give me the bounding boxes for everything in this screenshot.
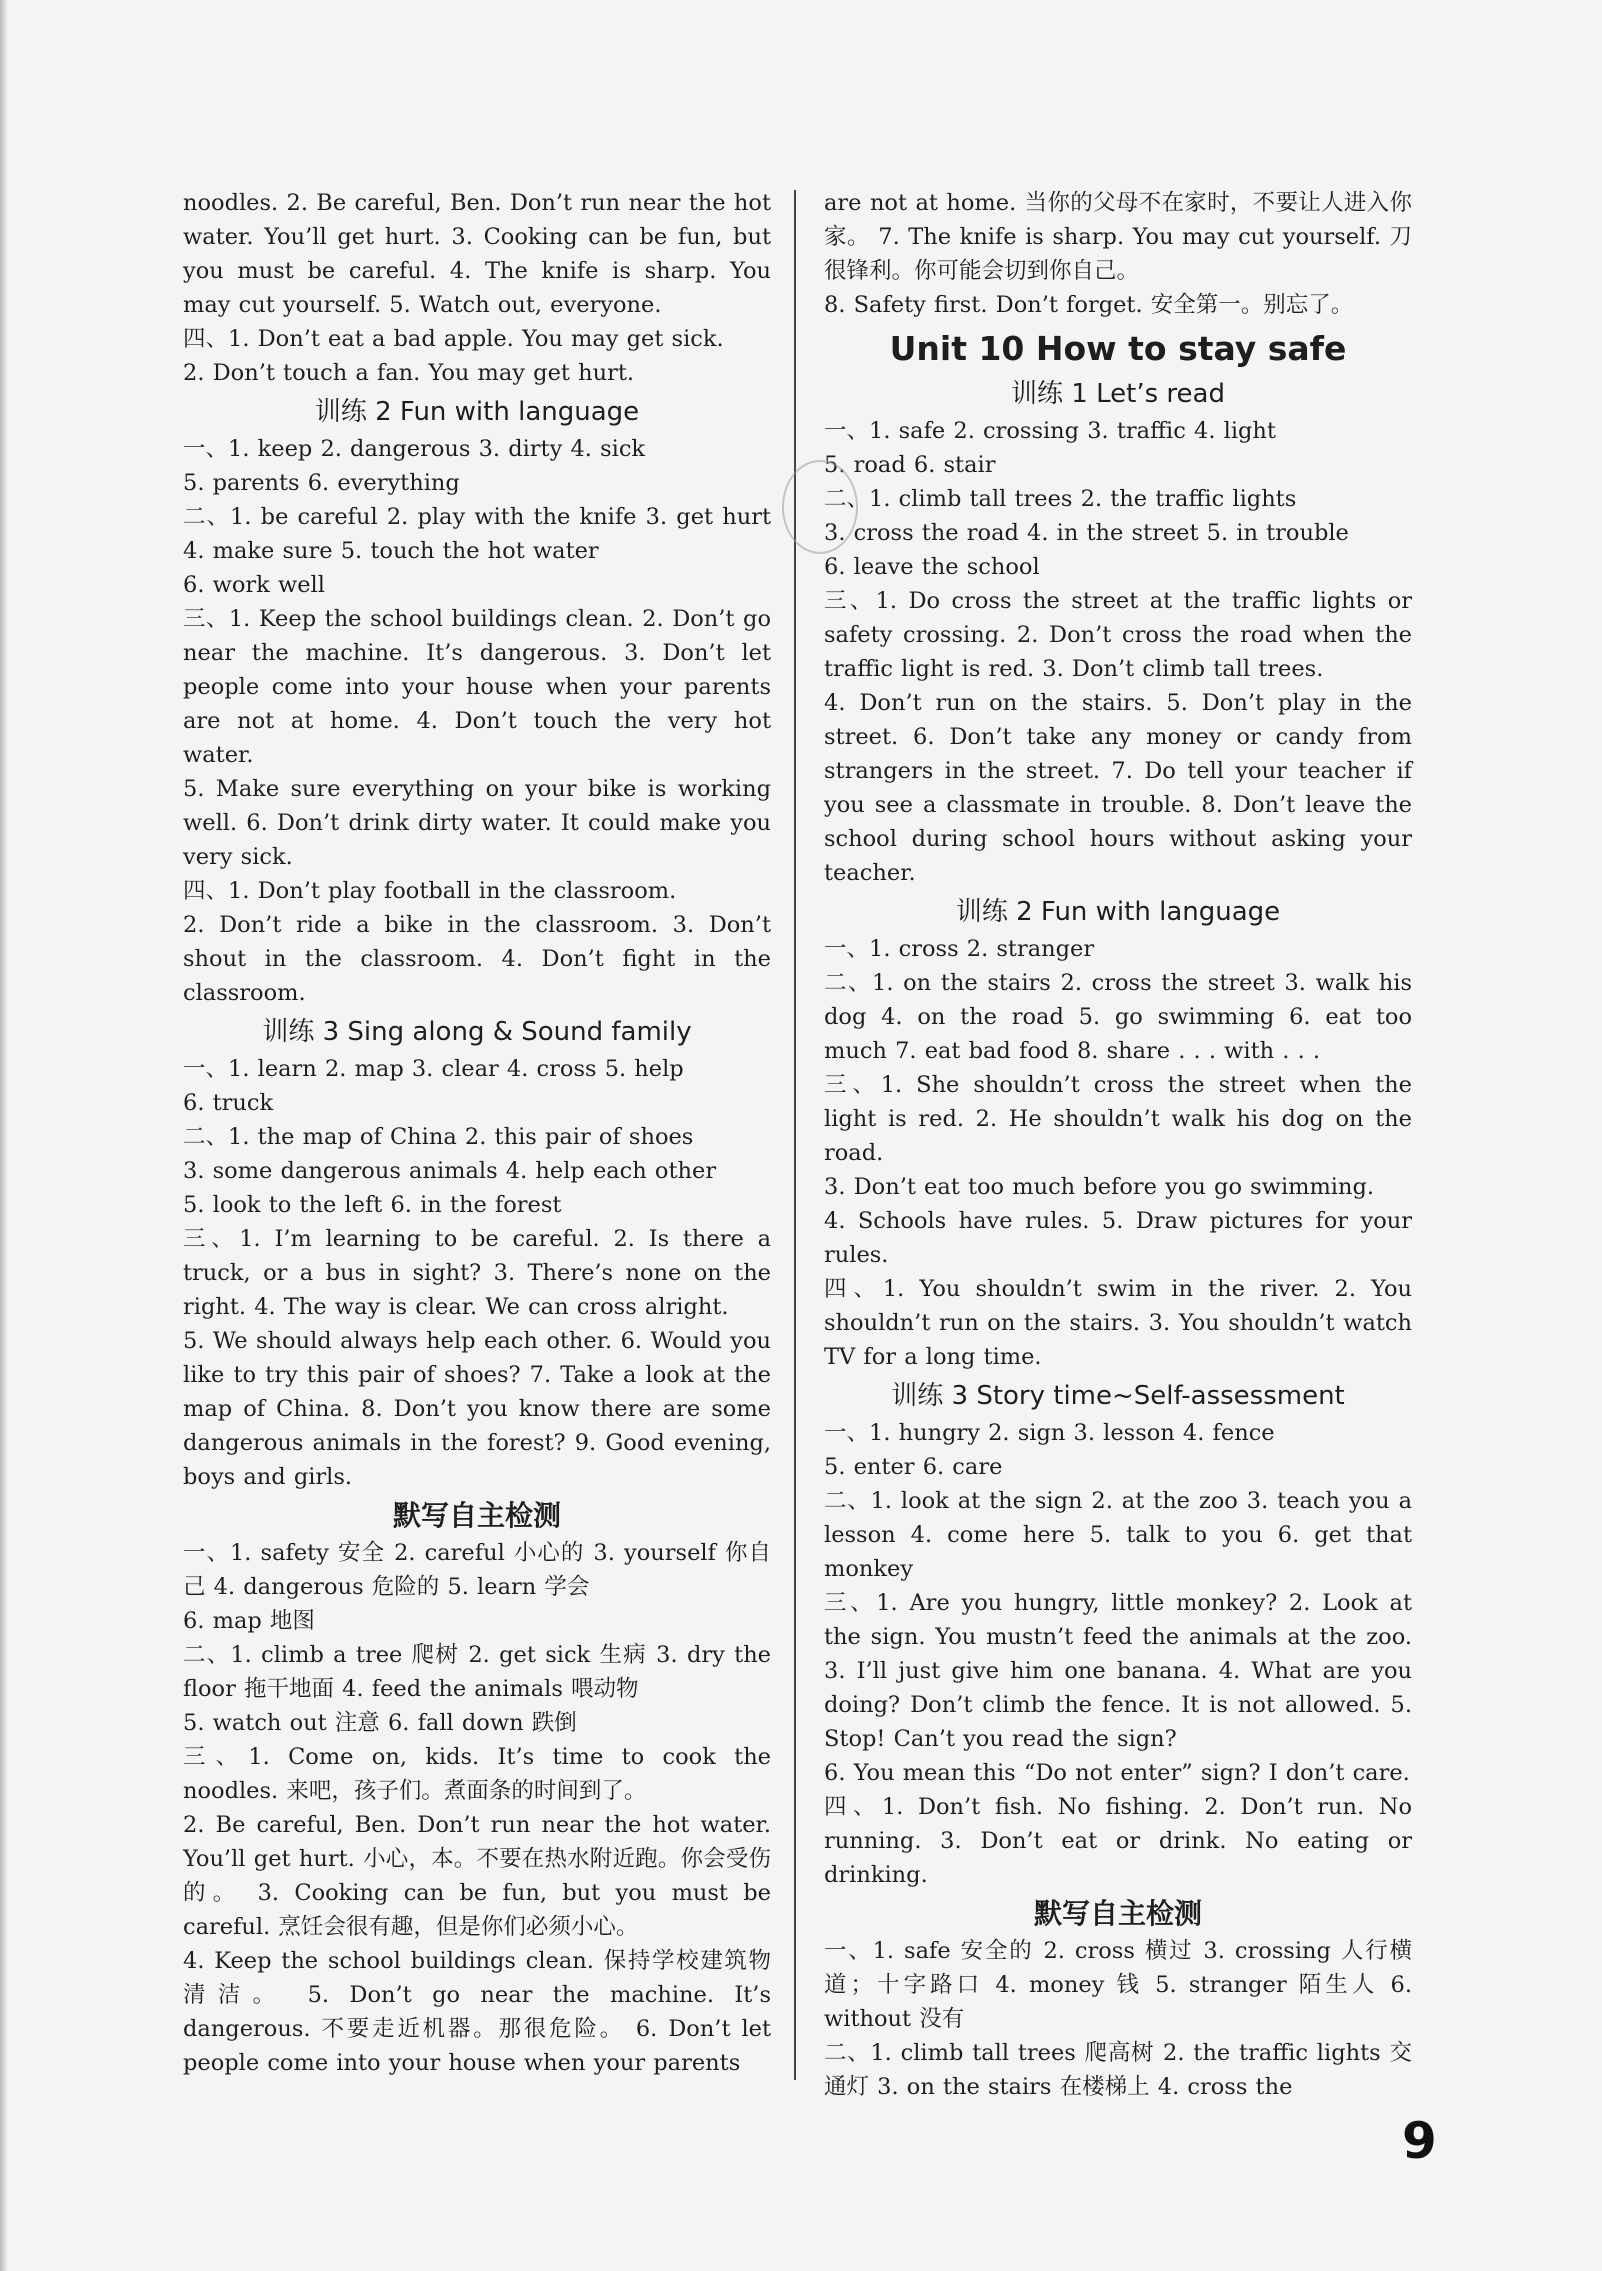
answer-line: 三、1. Are you hungry, little monkey? 2. Look at the sign. You mustn’t feed the animals at the zoo. 3. I’ll just give him one banana. 4. What are you doing? Don’t climb the fence. It is not allowed. 5. Stop! Can’t you read the sign?: [824, 1590, 1412, 1752]
section-heading: 训练 3 Story time~Self-assessment: [891, 1381, 1345, 1411]
answer-line: 5. Make sure everything on your bike is working well. 6. Don’t drink dirty water. It could make you very sick.: [183, 776, 771, 870]
answer-line: 5. road 6. stair: [824, 452, 996, 478]
answer-line: 二、1. climb a tree 爬树 2. get sick 生病 3. dry the floor 拖干地面 4. feed the animals 喂动物: [183, 1642, 771, 1702]
section-heading: 训练 2 Fun with language: [314, 397, 640, 427]
answer-line: 一、1. safe 2. crossing 3. traffic 4. light: [824, 418, 1276, 444]
answer-line: 一、1. safe 安全的 2. cross 横过 3. crossing 人行横道；十字路口 4. money 钱 5. stranger 陌生人 6. without 没有: [824, 1938, 1412, 2032]
answer-line: 一、1. learn 2. map 3. clear 4. cross 5. help: [183, 1056, 684, 1082]
answer-line: 四、1. You shouldn’t swim in the river. 2. You shouldn’t run on the stairs. 3. You shouldn’t watch TV for a long time.: [824, 1276, 1412, 1370]
answer-line: 二、1. on the stairs 2. cross the street 3. walk his dog 4. on the road 5. go swimming 6. eat too much 7. eat bad food 8. share . . . with . . .: [824, 970, 1412, 1064]
answer-line: 3. cross the road 4. in the street 5. in trouble: [824, 520, 1349, 546]
answer-line: 三、1. She shouldn’t cross the street when the light is red. 2. He shouldn’t walk his dog on the road.: [824, 1072, 1412, 1166]
answer-line: 二、1. be careful 2. play with the knife 3. get hurt 4. make sure 5. touch the hot water: [183, 504, 771, 564]
left-column: [183, 186, 771, 2080]
answer-line: noodles. 2. Be careful, Ben. Don’t run near the hot water. You’ll get hurt. 3. Cooking can be fun, but you must be careful. 4. The knife is sharp. You may cut yourself. 5. Watch out, everyone.: [183, 190, 771, 318]
answer-line: 2. Don’t touch a fan. You may get hurt.: [183, 360, 635, 386]
right-column: [824, 186, 1412, 2104]
answer-line: 四、1. Don’t fish. No fishing. 2. Don’t run. No running. 3. Don’t eat or drink. No eating or drinking.: [824, 1794, 1412, 1888]
unit-title: Unit 10 How to stay safe: [889, 329, 1347, 368]
answer-line: 2. Be careful, Ben. Don’t run near the hot water. You’ll get hurt. 小心，本。不要在热水附近跑。你会受伤的。 3. Cooking can be fun, but you must be careful. 烹饪会很有趣，但是你们必须小心。: [183, 1812, 771, 1940]
answer-line: 一、1. safety 安全 2. careful 小心的 3. yourself 你自己 4. dangerous 危险的 5. learn 学会: [183, 1540, 771, 1600]
answer-line: 四、1. Don’t eat a bad apple. You may get sick.: [183, 326, 724, 352]
answer-line: 二、1. climb tall trees 爬高树 2. the traffic lights 交通灯 3. on the stairs 在楼梯上 4. cross the: [824, 2040, 1412, 2100]
answer-line: 5. parents 6. everything: [183, 470, 460, 496]
answer-line: 6. truck: [183, 1090, 274, 1116]
answer-line: 三、1. Keep the school buildings clean. 2. Don’t go near the machine. It’s dangerous. 3. Don’t let people come into your house when your parents are not at home. 4. Don’t touch the very hot water.: [183, 606, 771, 768]
answer-line: are not at home. 当你的父母不在家时，不要让人进入你家。 7. The knife is sharp. You may cut yourself. 刀很锋利。你可能会切到你自己。: [824, 190, 1412, 284]
answer-line: 4. Keep the school buildings clean. 保持学校建筑物清洁。 5. Don’t go near the machine. It’s dangerous. 不要走近机器。那很危险。 6. Don’t let people come into your house when your parents: [183, 1948, 771, 2076]
answer-line: 三、1. I’m learning to be careful. 2. Is there a truck, or a bus in sight? 3. There’s none on the right. 4. The way is clear. We can cross alright.: [183, 1226, 771, 1320]
answer-line: 5. watch out 注意 6. fall down 跌倒: [183, 1710, 577, 1736]
answer-line: 8. Safety first. Don’t forget. 安全第一。别忘了。: [824, 292, 1354, 318]
answer-line: 一、1. keep 2. dangerous 3. dirty 4. sick: [183, 436, 646, 462]
page-number: 9: [1402, 2112, 1437, 2170]
answer-line: 6. You mean this “Do not enter” sign? I don’t care.: [824, 1760, 1410, 1786]
section-heading: 训练 1 Let’s read: [1011, 379, 1225, 409]
answer-line: 三、1. Come on, kids. It’s time to cook the noodles. 来吧，孩子们。煮面条的时间到了。: [183, 1744, 771, 1804]
answer-line: 3. Don’t eat too much before you go swimming.: [824, 1174, 1375, 1200]
answer-line: 三、1. Do cross the street at the traffic lights or safety crossing. 2. Don’t cross the road when the traffic light is red. 3. Don’t climb tall trees.: [824, 588, 1412, 682]
answer-line: 5. We should always help each other. 6. Would you like to try this pair of shoes? 7. Take a look at the map of China. 8. Don’t you know there are some dangerous animals in the forest? 9. Good evening, boys and girls.: [183, 1328, 771, 1490]
answer-line: 2. Don’t ride a bike in the classroom. 3. Don’t shout in the classroom. 4. Don’t fight in the classroom.: [183, 912, 771, 1006]
answer-line: 一、1. hungry 2. sign 3. lesson 4. fence: [824, 1420, 1275, 1446]
answer-line: 四、1. Don’t play football in the classroom.: [183, 878, 677, 904]
section-heading: 训练 2 Fun with language: [955, 897, 1281, 927]
answer-line: 4. Don’t run on the stairs. 5. Don’t play in the street. 6. Don’t take any money or candy from strangers in the street. 7. Do tell your teacher if you see a classmate in trouble. 8. Don’t leave the school during school hours without asking your teacher.: [824, 690, 1412, 886]
answer-line: 4. Schools have rules. 5. Draw pictures for your rules.: [824, 1208, 1412, 1268]
answer-line: 5. enter 6. care: [824, 1454, 1003, 1480]
section-heading: 默写自主检测: [1033, 1897, 1202, 1930]
answer-line: 二、1. climb tall trees 2. the traffic lights: [824, 486, 1297, 512]
answer-line: 3. some dangerous animals 4. help each other: [183, 1158, 717, 1184]
answer-line: 二、1. look at the sign 2. at the zoo 3. teach you a lesson 4. come here 5. talk to you 6. get that monkey: [824, 1488, 1412, 1582]
watermark-stamp: [782, 460, 858, 554]
answer-line: 一、1. cross 2. stranger: [824, 936, 1095, 962]
answer-line: 5. look to the left 6. in the forest: [183, 1192, 562, 1218]
answer-line: 6. leave the school: [824, 554, 1040, 580]
answer-line: 6. map 地图: [183, 1608, 315, 1634]
section-heading: 默写自主检测: [392, 1499, 561, 1532]
section-heading: 训练 3 Sing along & Sound family: [262, 1017, 692, 1047]
answer-line: 二、1. the map of China 2. this pair of shoes: [183, 1124, 694, 1150]
scan-edge-shadow: [0, 0, 8, 2271]
answer-line: 6. work well: [183, 572, 325, 598]
